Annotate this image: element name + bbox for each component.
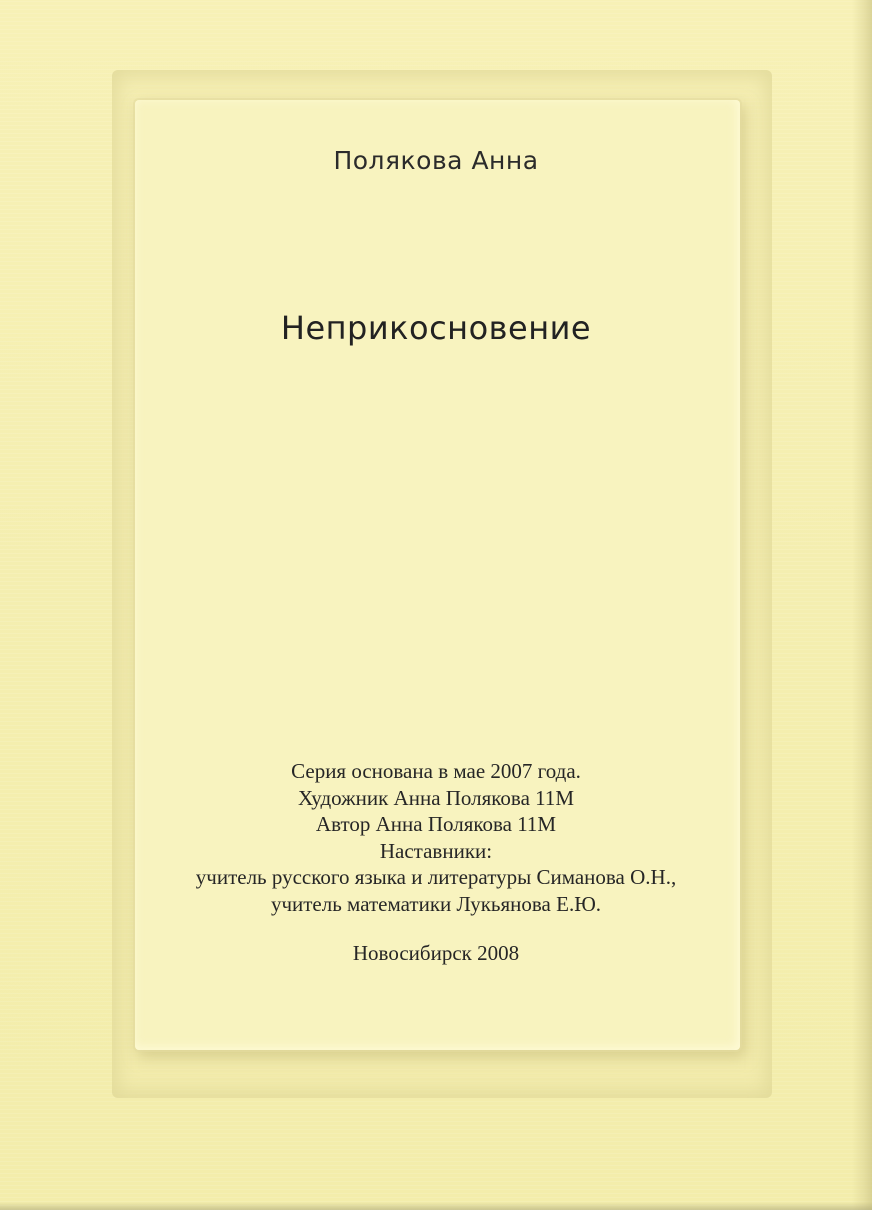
mentor-math-line: учитель математики Лукьянова Е.Ю. (270, 891, 602, 916)
series-line: Серия основана в мае 2007 года. (291, 759, 581, 783)
mentor-literature-line: учитель русского языка и литературы Симанова О.Н., (195, 865, 677, 889)
credits-block (0, 758, 872, 917)
mentors-heading: Наставники: (379, 838, 493, 863)
book-title: Неприкосновение (280, 309, 592, 347)
writer-line: Автор Анна Полякова 11М (315, 812, 557, 836)
artist-line: Художник Анна Полякова 11М (297, 785, 575, 810)
paper-bottom-edge (0, 1202, 872, 1210)
city-year: Новосибирск 2008 (352, 941, 520, 965)
paper-right-edge (852, 0, 872, 1210)
author-name: Полякова Анна (333, 146, 539, 175)
